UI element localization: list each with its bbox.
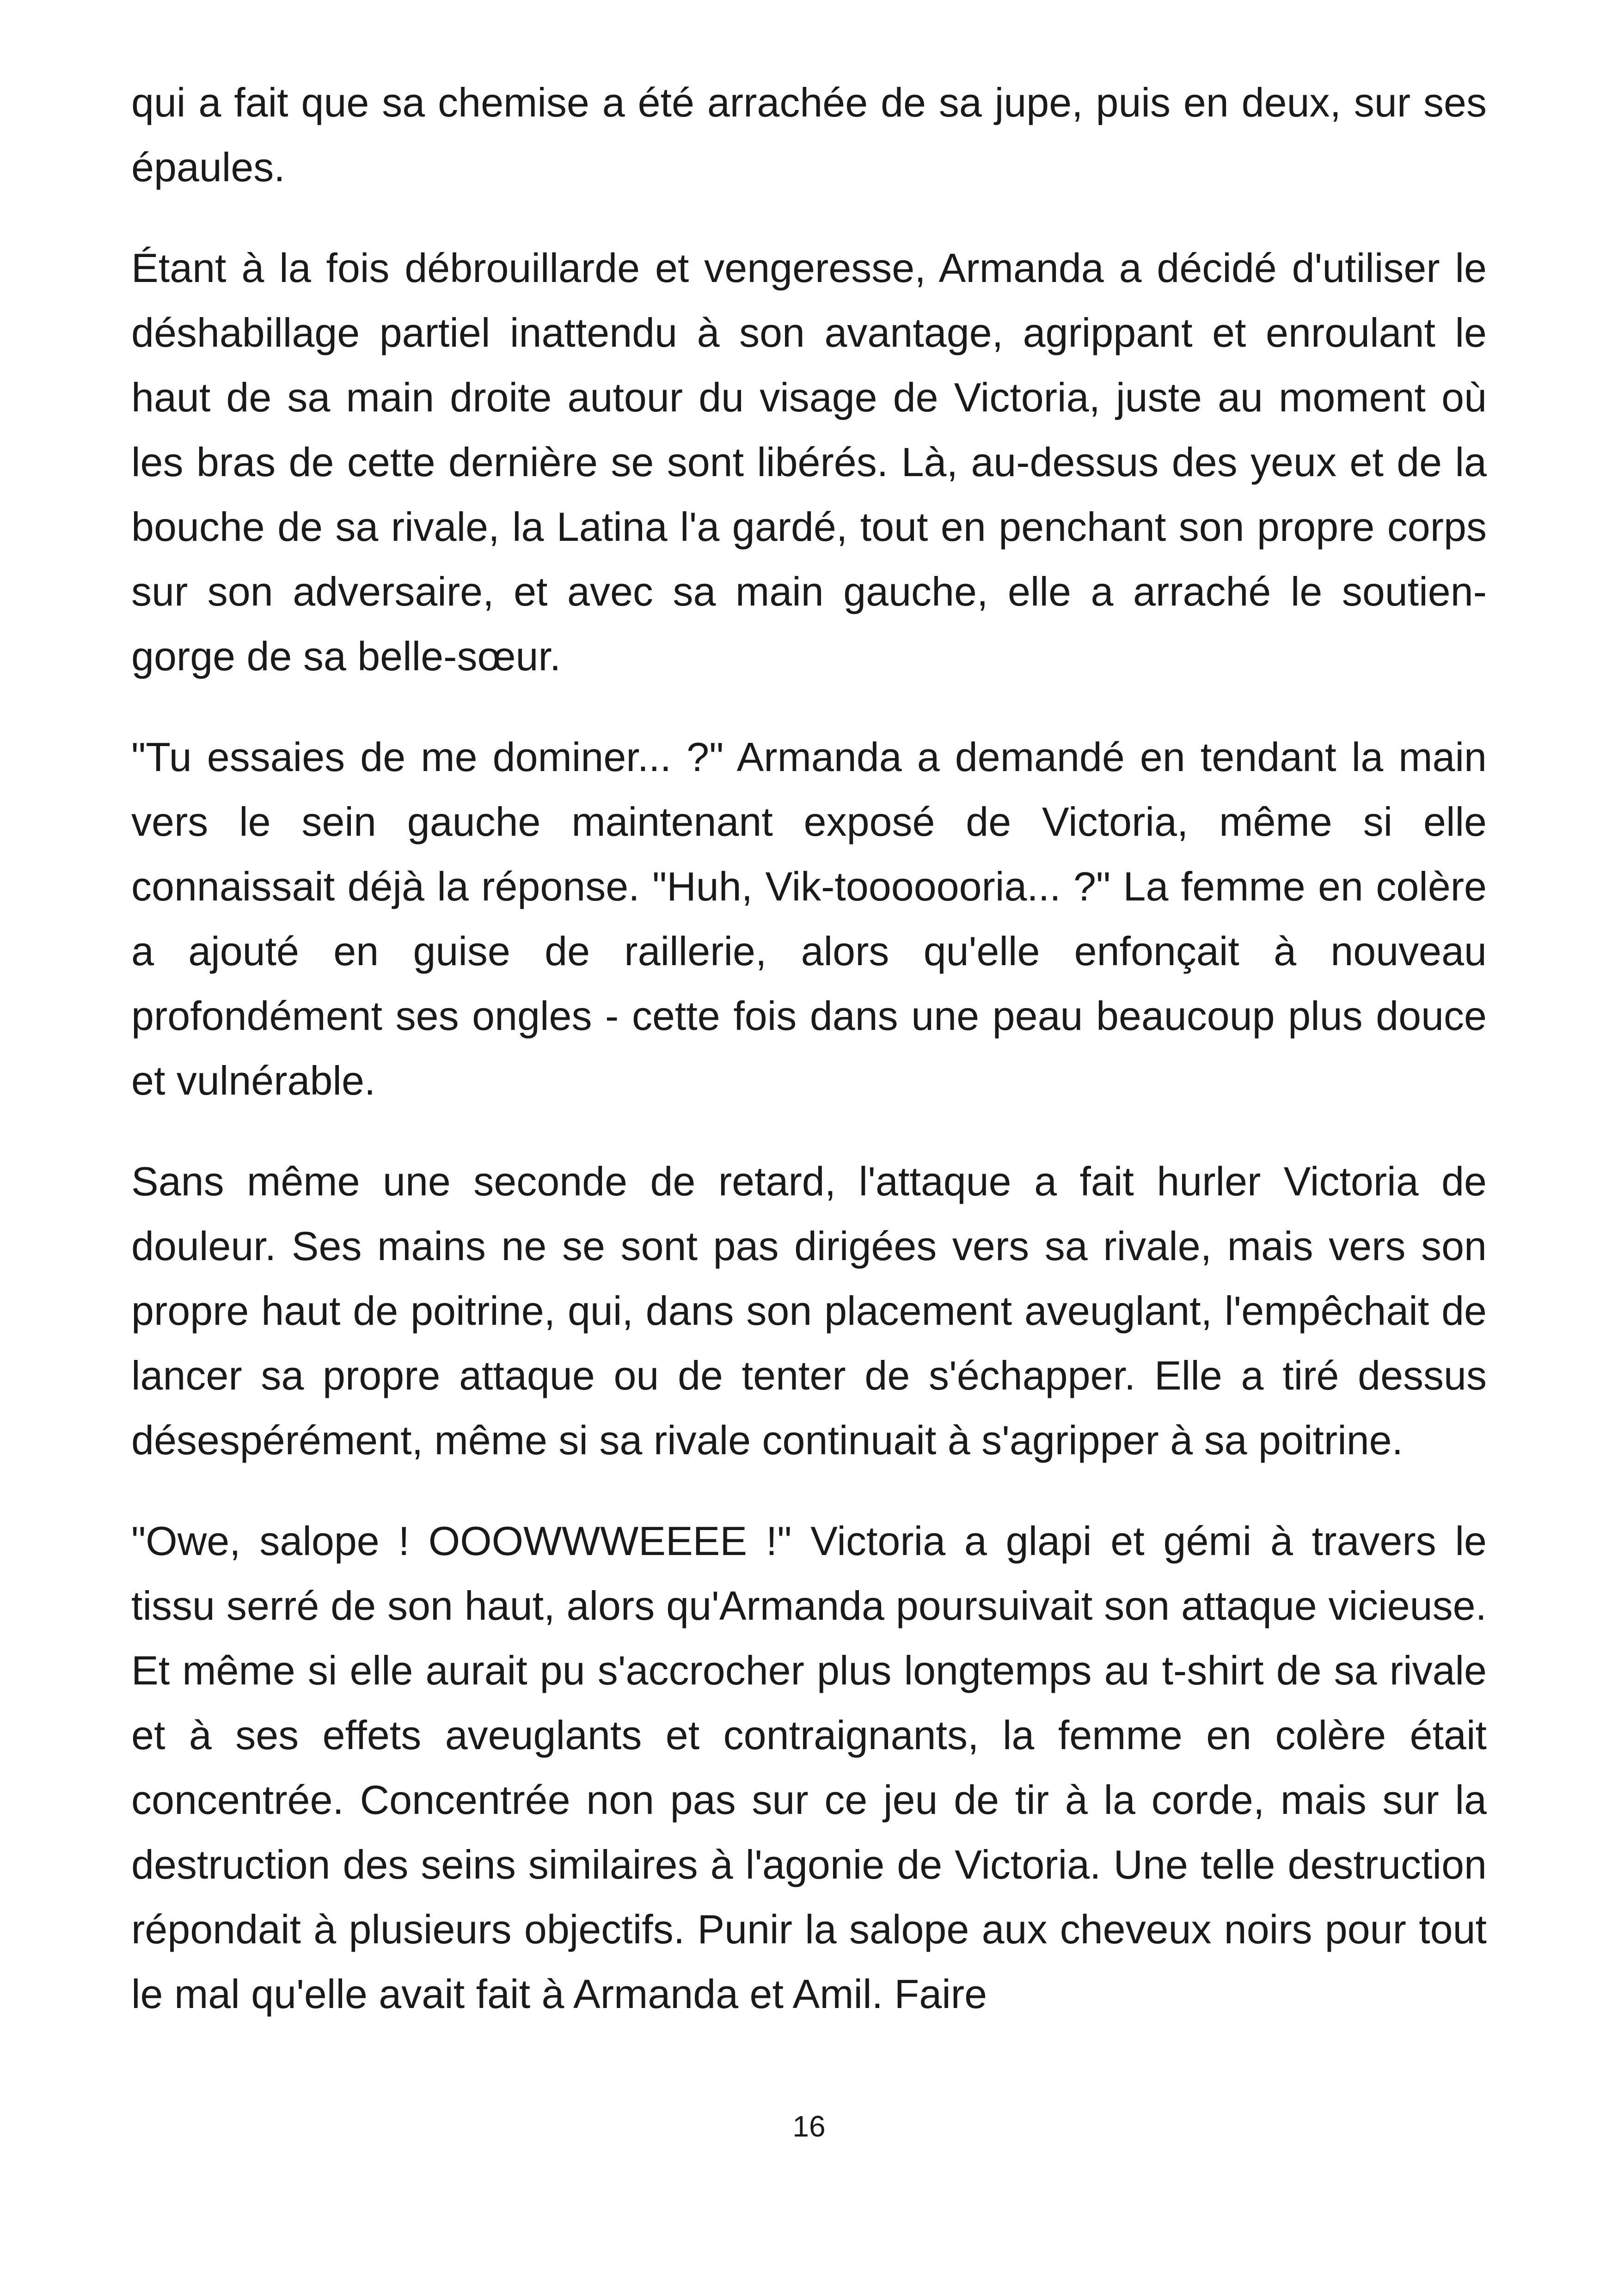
body-text (131, 70, 1487, 2027)
paragraph-4: Sans même une seconde de retard, l'attaque a fait hurler Victoria de douleur. Ses mains ne se sont pas dirigées vers sa rivale, mais vers son propre haut de poitrine, qui, dans son placement aveuglant, l'empêchait de lancer sa propre attaque ou de tenter de s'échapper. Elle a tiré dessus désespérément, même si sa rivale continuait à s'agripper à sa poitrine. (131, 1158, 1487, 1463)
page-number: 16 (792, 2110, 826, 2143)
paragraph-2: Étant à la fois débrouillarde et vengeresse, Armanda a décidé d'utiliser le déshabillage partiel inattendu à son avantage, agrippant et enroulant le haut de sa main droite autour du visage de Victoria, juste au moment où les bras de cette dernière se sont libérés. Là, au-dessus des yeux et de la bouche de sa rivale, la Latina l'a gardé, tout en penchant son propre corps sur son adversaire, et avec sa main gauche, elle a arraché le soutien-gorge de sa belle-sœur. (131, 245, 1487, 679)
paragraph-1: qui a fait que sa chemise a été arrachée de sa jupe, puis en deux, sur ses épaules. (131, 80, 1487, 190)
paragraph-5: "Owe, salope ! OOOWWWEEEE !" Victoria a glapi et gémi à travers le tissu serré de son haut, alors qu'Armanda poursuivait son attaque vicieuse. Et même si elle aurait pu s'accrocher plus longtemps au t-shirt de sa rivale et à ses effets aveuglants et contraignants, la femme en colère était concentrée. Concentrée non pas sur ce jeu de tir à la corde, mais sur la destruction des seins similaires à l'agonie de Victoria. Une telle destruction répondait à plusieurs objectifs. Punir la salope aux cheveux noirs pour tout le mal qu'elle avait fait à Armanda et Amil. Faire (131, 1518, 1487, 2017)
paragraph-3: "Tu essaies de me dominer... ?" Armanda a demandé en tendant la main vers le sein gauche maintenant exposé de Victoria, même si elle connaissait déjà la réponse. "Huh, Vik-tooooooria... ?" La femme en colère a ajouté en guise de raillerie, alors qu'elle enfonçait à nouveau profondément ses ongles - cette fois dans une peau beaucoup plus douce et vulnérable. (131, 734, 1487, 1103)
